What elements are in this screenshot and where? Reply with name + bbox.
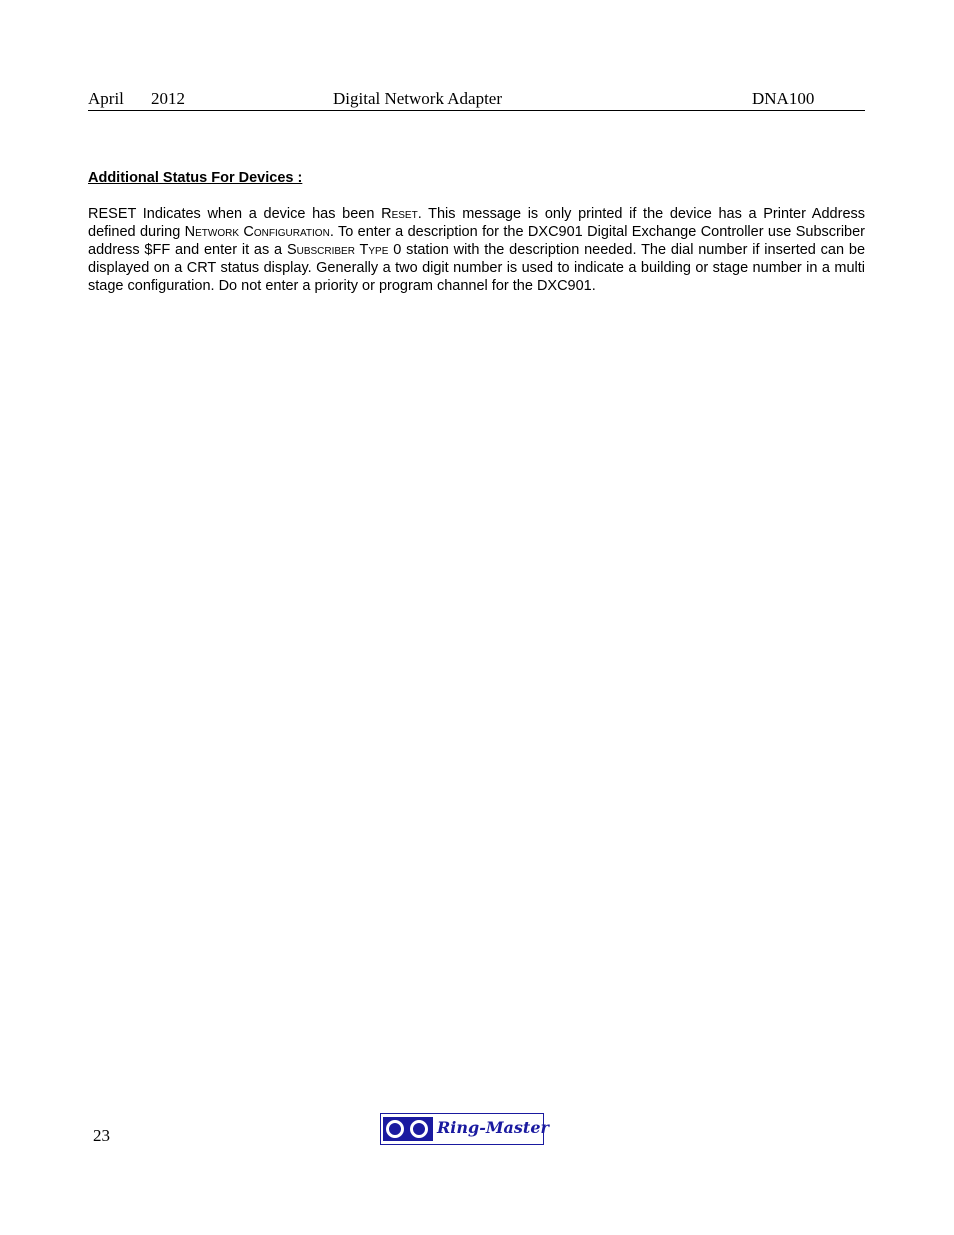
body-paragraph bbox=[88, 205, 865, 295]
header-year: 2012 bbox=[151, 89, 185, 108]
section-heading: Additional Status For Devices : bbox=[88, 170, 303, 186]
header-month: April bbox=[88, 89, 124, 108]
paragraph-text: 0 station with the description needed. The dial number if inserted can be displayed on a CRT status display. Generally a two digit number is used to indicate a building or stage number in a multi stage configuration. Do not enter a priority or program channel for the DXC901. bbox=[88, 242, 866, 295]
header-model-number: DNA100 bbox=[752, 89, 815, 108]
term-network-configuration: Network Configuration bbox=[184, 224, 330, 241]
page-header bbox=[88, 88, 865, 111]
paragraph-text: . To enter a description for the DXC901 Digital Exchange Controller use Subscriber address $FF and enter it as a bbox=[88, 224, 866, 259]
header-document-title: Digital Network Adapter bbox=[333, 89, 503, 108]
logo-ring-left bbox=[386, 1120, 404, 1138]
paragraph-text: . This message is only printed if the device has a Printer Address defined during bbox=[88, 206, 866, 241]
logo-wordmark: Ring-Master bbox=[437, 1118, 549, 1137]
logo-rings-icon bbox=[383, 1117, 433, 1141]
ring-master-logo bbox=[380, 1113, 549, 1145]
logo-ring-right bbox=[410, 1120, 428, 1138]
paragraph-text: RESET Indicates when a device has been bbox=[88, 206, 382, 222]
term-subscriber-type: Subscriber Type bbox=[286, 242, 389, 259]
page-number: 23 bbox=[93, 1126, 110, 1145]
term-reset: Reset bbox=[381, 206, 418, 222]
